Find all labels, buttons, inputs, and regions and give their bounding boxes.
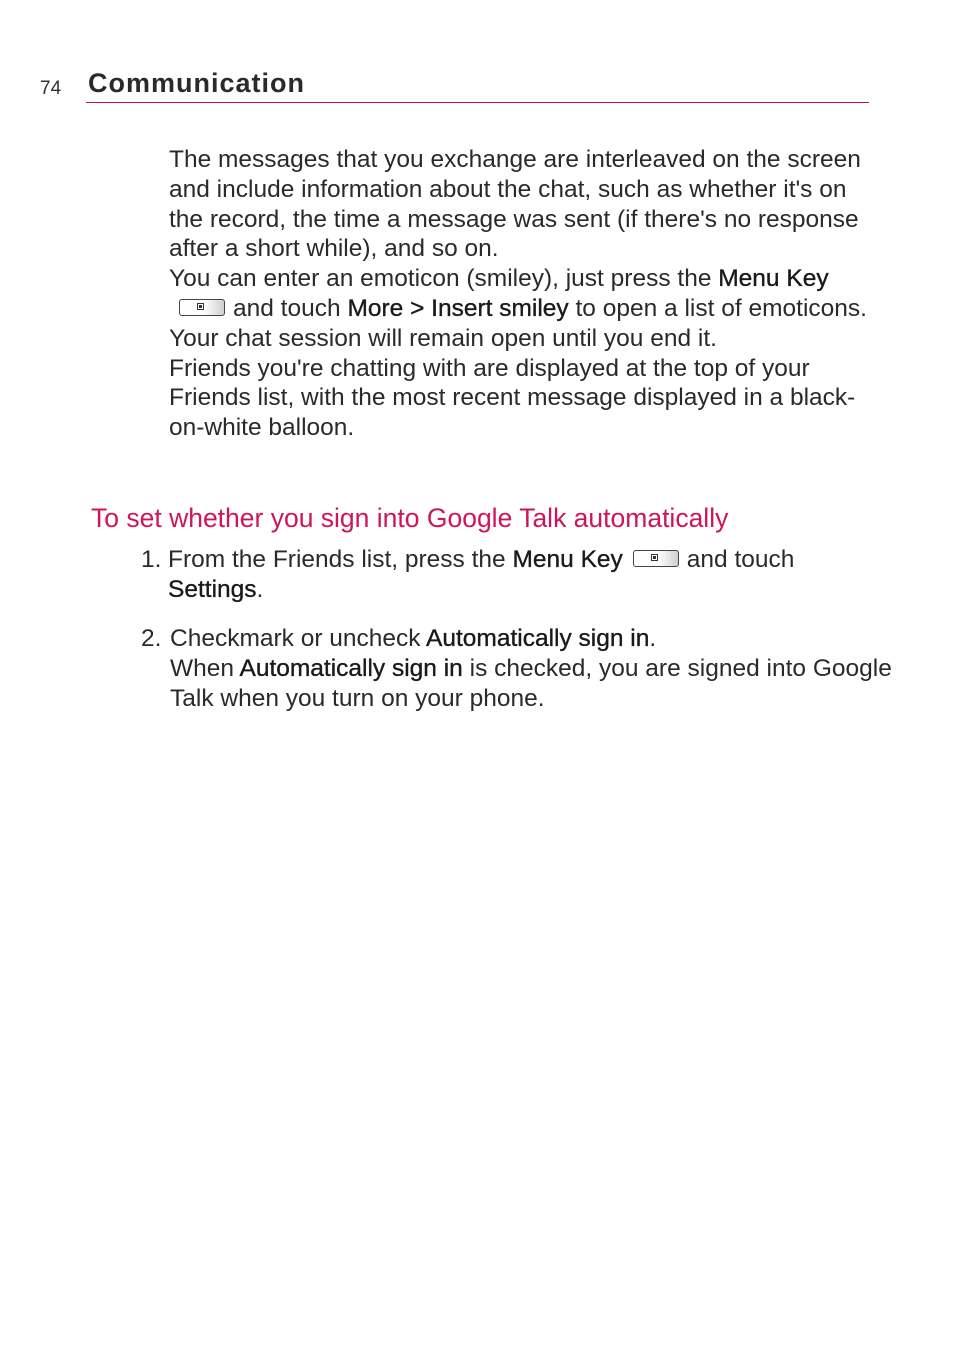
automatically-sign-in-term: Automatically sign in [239, 654, 463, 682]
text-run: and touch [686, 546, 795, 573]
step-content [168, 545, 901, 605]
text-run: is checked, you are signed into Google Talk when you turn on your phone. [170, 654, 892, 712]
text-run: . [256, 575, 264, 603]
text-run: You can enter an emoticon (smiley), just press the [169, 265, 712, 293]
menu-key-term: Menu Key [512, 546, 623, 573]
step-number: 1. [141, 546, 162, 573]
intro-paragraph-4: Friends you're chatting with are displayed at the top of your Friends list, with the most recent message displayed in a black-on-white balloon. [169, 354, 856, 442]
menu-key-term: Menu Key [718, 265, 829, 293]
step-1 [141, 545, 901, 605]
step-number: 2. [141, 625, 162, 652]
text-run: and touch [233, 294, 341, 322]
text-run: to open a list of emoticons. [575, 294, 867, 322]
intro-paragraph-1: The messages that you exchange are interleaved on the screen and include information about the chat, such as whether it's on the record, the time a message was sent (if there's no response after a short while), and so on. [169, 146, 861, 263]
text-run: . [649, 625, 657, 652]
menu-key-icon [633, 550, 679, 567]
intro-text [169, 145, 869, 443]
text-run: When [170, 654, 235, 682]
settings-term: Settings [168, 575, 257, 603]
step-content [170, 624, 901, 713]
intro-paragraph-2 [169, 264, 869, 324]
step-2 [141, 624, 901, 713]
header-rule [86, 102, 869, 103]
menu-key-icon [179, 299, 225, 316]
text-run: From the Friends list, press the [168, 546, 506, 573]
intro-paragraph-3: Your chat session will remain open until you end it. [169, 324, 717, 352]
section-title: Communication [88, 68, 306, 98]
text-run: Checkmark or uncheck [170, 625, 421, 652]
page-number: 74 [40, 78, 62, 99]
subheading: To set whether you sign into Google Talk automatically [91, 503, 729, 533]
more-insert-smiley-term: More > Insert smiley [347, 294, 569, 322]
automatically-sign-in-term: Automatically sign in [426, 625, 650, 652]
